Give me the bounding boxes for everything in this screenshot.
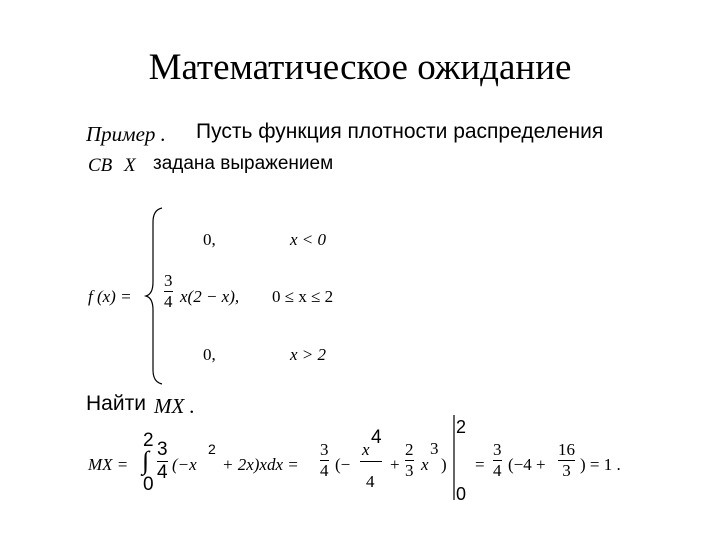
mid-expression: (−4 + [508, 455, 546, 474]
frac-3-4-b [320, 441, 329, 480]
case1-condition: x < 0 [290, 230, 327, 249]
frac-c-bar [360, 461, 382, 462]
frac-b-num: 3 [320, 440, 329, 459]
case2-den: 4 [164, 292, 173, 311]
paren-close: ) [441, 455, 447, 474]
case2-condition: 0 ≤ x ≤ 2 [272, 287, 334, 306]
solution-lhs: MX = [88, 455, 129, 474]
frac-c-num: x [362, 440, 370, 459]
exp-4: 4 [371, 427, 382, 448]
example-x: X [124, 155, 136, 176]
case2-num: 3 [164, 271, 173, 290]
exp-3: 3 [430, 439, 439, 458]
example-label: Пример . [86, 122, 166, 146]
x-cubed-base: x [421, 455, 429, 474]
integrand: (−x [172, 455, 197, 474]
find-text: Найти [86, 392, 146, 415]
frac-e-num: 3 [493, 440, 502, 459]
paren-open: (− [335, 455, 351, 474]
frac-f-den: 3 [562, 461, 571, 480]
frac-d-den: 3 [405, 461, 414, 480]
find-var: MX . [154, 394, 195, 418]
frac-2-3 [405, 441, 414, 480]
equals-sign: = [475, 455, 485, 474]
piecewise-lhs: f (x) = [88, 287, 132, 306]
frac-c-den: 4 [366, 472, 375, 491]
example-cb: СВ [88, 155, 113, 176]
frac-a-den: 4 [157, 462, 168, 483]
case3-condition: x > 2 [290, 345, 327, 364]
frac-3-4-c [493, 441, 502, 480]
integral-upper: 2 [143, 430, 154, 451]
frac-b-den: 4 [320, 461, 329, 480]
case2-fraction [164, 272, 173, 311]
case2-value: x(2 − x), [180, 287, 240, 306]
exp-2: 2 [208, 441, 216, 457]
integral-lower: 0 [143, 474, 154, 495]
frac-16-3 [558, 441, 575, 480]
result: ) = 1 . [580, 455, 621, 474]
case3-value: 0, [203, 345, 216, 364]
eval-lower: 0 [456, 484, 467, 504]
plus-sign: + [390, 455, 400, 474]
frac-3-4-a [157, 440, 168, 483]
eval-upper: 2 [456, 417, 467, 437]
integral-sign: ∫ [142, 446, 150, 475]
slide-title: Математическое ожидание [148, 47, 572, 88]
example-text-line1: Пусть функция плотности распределения [196, 120, 604, 143]
frac-d-num: 2 [405, 440, 414, 459]
integrand-rest: + 2x)xdx = [222, 455, 299, 474]
frac-e-den: 4 [493, 461, 502, 480]
example-text-line2: задана выражением [153, 153, 334, 174]
frac-f-num: 16 [558, 440, 575, 459]
frac-a-num: 3 [157, 439, 168, 460]
case1-value: 0, [203, 230, 216, 249]
